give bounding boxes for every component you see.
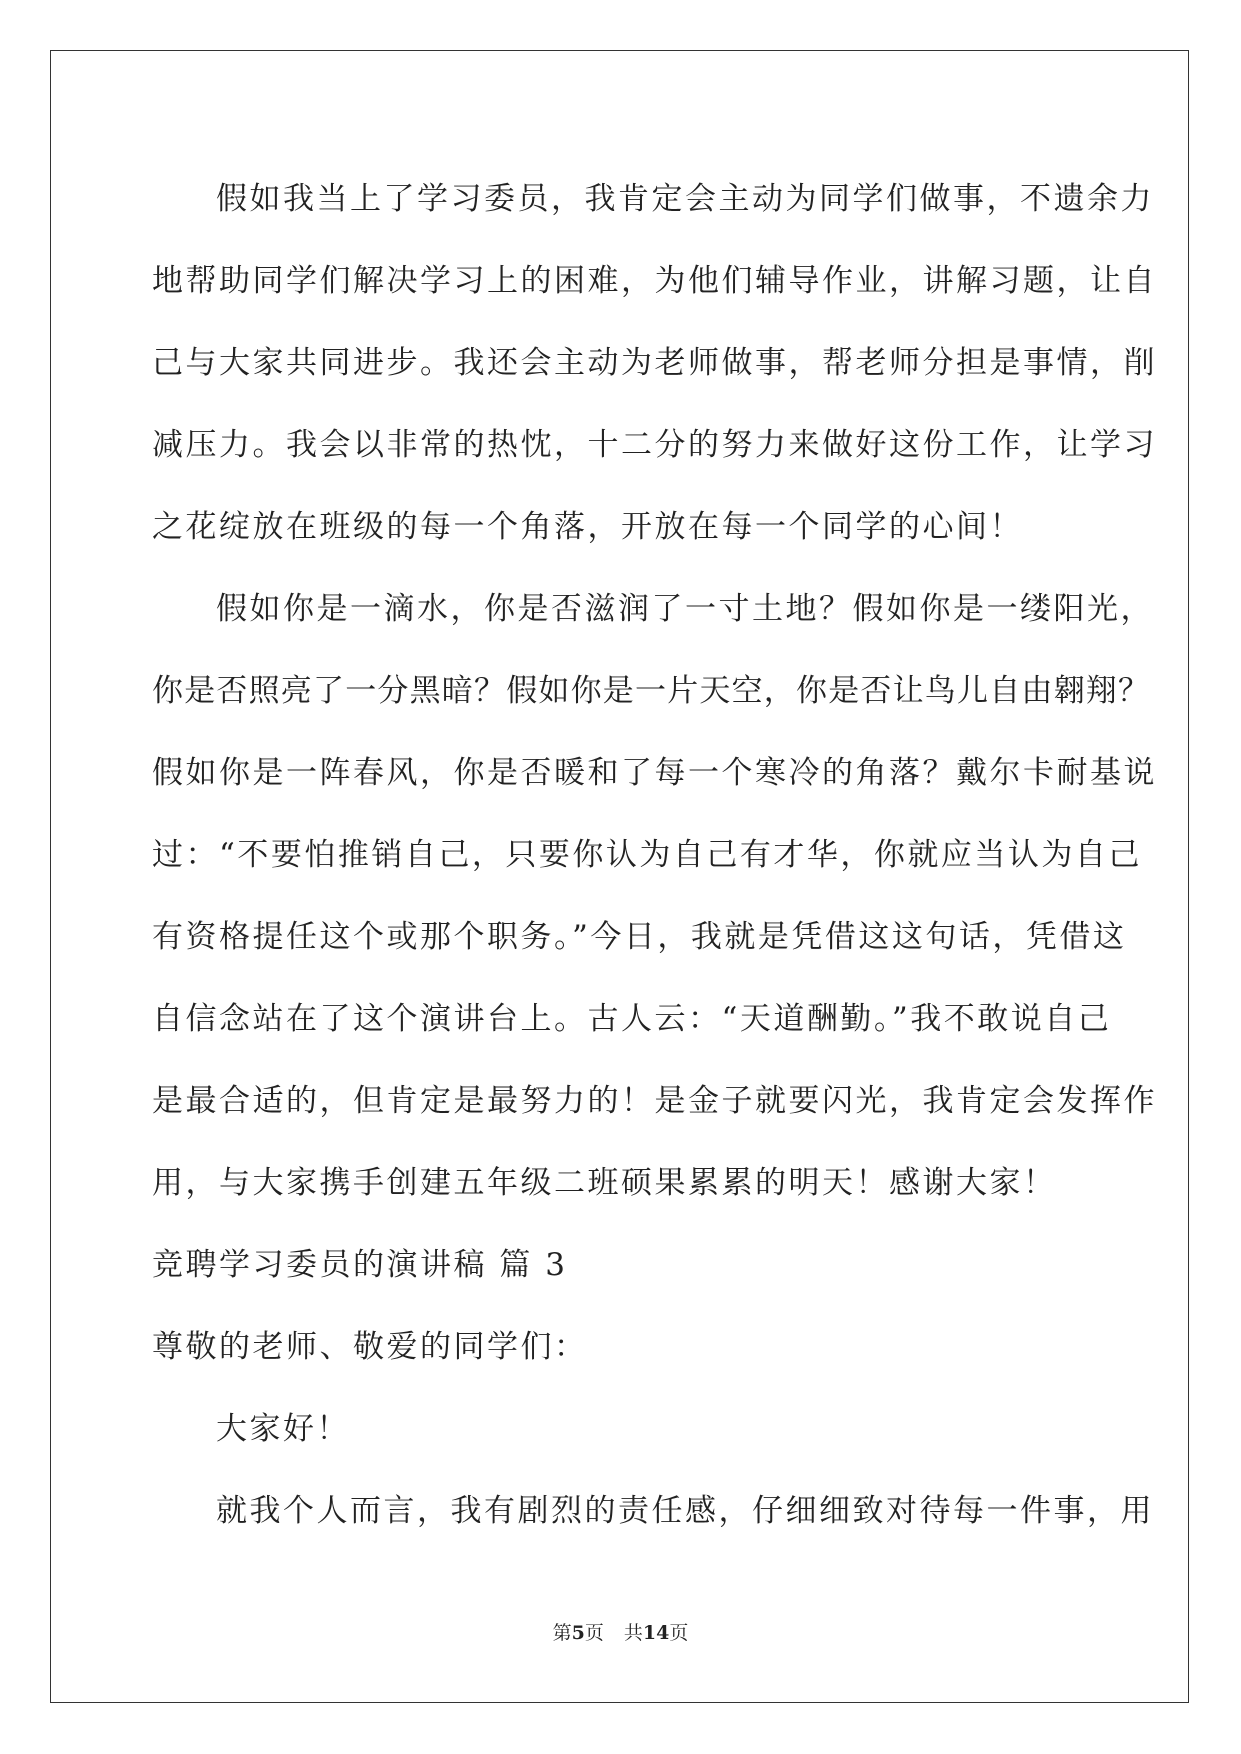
document-body [152, 158, 1157, 1552]
paragraph-line: 地帮助同学们解决学习上的困难，为他们辅导作业，讲解习题，让自 [152, 263, 1157, 299]
section-heading: 竞聘学习委员的演讲稿 篇 3 [152, 1247, 568, 1283]
paragraph-line: 是最合适的，但肯定是最努力的！是金子就要闪光，我肯定会发挥作 [152, 1083, 1157, 1119]
paragraph-line: 自信念站在了这个演讲台上。古人云：“天道酬勤。”我不敢说自己 [152, 1001, 1112, 1037]
paragraph-line: 己与大家共同进步。我还会主动为老师做事，帮老师分担是事情，削 [152, 345, 1157, 381]
paragraph-line: 假如你是一滴水，你是否滋润了一寸土地？假如你是一缕阳光， [216, 591, 1154, 627]
page-footer [0, 1618, 1241, 1645]
page-number: 5 [571, 1622, 585, 1644]
paragraph-line: 之花绽放在班级的每一个角落，开放在每一个同学的心间！ [152, 509, 1023, 545]
paragraph-line: 假如你是一阵春风，你是否暖和了每一个寒冷的角落？戴尔卡耐基说 [152, 755, 1157, 791]
salutation: 尊敬的老师、敬爱的同学们： [152, 1329, 588, 1365]
page-prefix: 第 [552, 1622, 572, 1644]
paragraph-line: 有资格提任这个或那个职务。”今日，我就是凭借这这句话，凭借这 [152, 919, 1127, 955]
paragraph-line: 用，与大家携手创建五年级二班硕果累累的明天！感谢大家！ [152, 1165, 1057, 1201]
total-suffix: 页 [669, 1622, 689, 1644]
paragraph-line: 就我个人而言，我有剧烈的责任感，仔细细致对待每一件事，用 [216, 1493, 1154, 1529]
total-pages: 14 [642, 1622, 670, 1644]
paragraph-line: 假如我当上了学习委员，我肯定会主动为同学们做事，不遗余力 [216, 181, 1154, 217]
page-suffix: 页 [584, 1622, 604, 1644]
paragraph-line: 你是否照亮了一分黑暗？假如你是一片天空，你是否让鸟儿自由翱翔？ [152, 673, 1151, 709]
total-prefix: 共 [623, 1622, 643, 1644]
paragraph-line: 减压力。我会以非常的热忱，十二分的努力来做好这份工作，让学习 [152, 427, 1157, 463]
greeting: 大家好！ [216, 1411, 350, 1447]
paragraph-line: 过：“不要怕推销自己，只要你认为自己有才华，你就应当认为自己 [152, 837, 1142, 873]
